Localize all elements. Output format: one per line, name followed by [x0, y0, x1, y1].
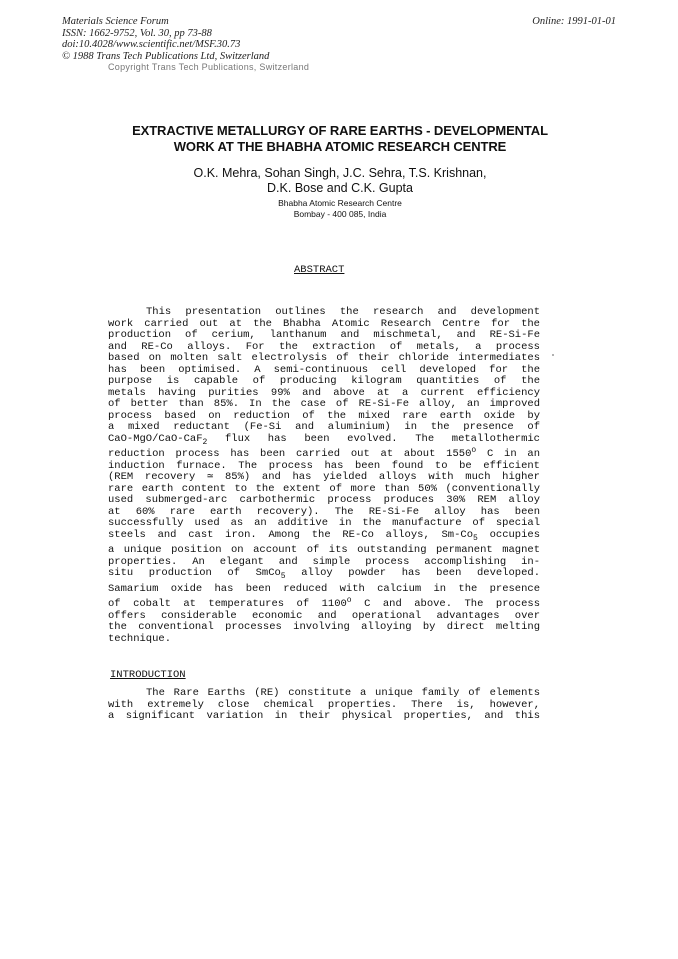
- text-fragment: situ production of SmCo: [108, 567, 281, 579]
- text-line: has been optimised. A semi-continuous cell developed for the: [108, 363, 540, 376]
- text-line: [108, 596, 540, 611]
- text-fragment: occupies: [477, 528, 540, 541]
- journal-issn: ISSN: 1662-9752, Vol. 30, pp 73-88: [62, 27, 212, 39]
- text-line: work carried out at the Bhabha Atomic Research Centre for the: [108, 317, 540, 330]
- text-line: [108, 434, 540, 446]
- text-line: metals having purities 99% and above at a current efficiency: [108, 386, 540, 399]
- abstract-heading: ABSTRACT: [294, 264, 345, 276]
- text-fragment: C and above. The process: [351, 598, 540, 610]
- subscript: 5: [473, 533, 478, 543]
- subscript: 2: [202, 437, 208, 447]
- text-fragment: reduction process has been carried out at about 1550: [108, 448, 472, 460]
- authors-line: O.K. Mehra, Sohan Singh, J.C. Sehra, T.S. Krishnan,: [193, 166, 487, 180]
- text-line: properties. An elegant and simple process accomplishing in-: [108, 555, 540, 568]
- text-line: [108, 568, 540, 580]
- text-line: production of cerium, lanthanum and mischmetal, and RE-Si-Fe: [108, 329, 540, 341]
- authors: [80, 166, 600, 196]
- text-line: the conventional processes involving alloying by direct melting: [108, 621, 540, 633]
- text-line: successfully used as an additive in the manufacture of special: [108, 517, 540, 529]
- affiliation: [80, 198, 600, 220]
- online-date: Online: 1991-01-01: [532, 16, 616, 27]
- abstract-text: [108, 307, 540, 645]
- text-line: based on molten salt electrolysis of their chloride intermediates: [108, 352, 540, 364]
- text-line: [108, 530, 540, 542]
- text-fragment: alloy powder has been developed.: [285, 567, 540, 579]
- paper-title: [80, 123, 600, 155]
- text-fragment: of cobalt at temperatures of 1100: [108, 598, 347, 610]
- title-line: WORK AT THE BHABHA ATOMIC RESEARCH CENTRE: [173, 139, 507, 154]
- journal-citation: [62, 16, 269, 62]
- text-line: [108, 446, 540, 461]
- text-line: at 60% rare earth recovery). The RE-Si-Fe alloy has been: [108, 505, 540, 518]
- text-line: and RE-Co alloys. For the extraction of metals, a process: [108, 340, 540, 353]
- authors-line: D.K. Bose and C.K. Gupta: [267, 181, 413, 195]
- text-line: process based on reduction of the mixed rare earth oxide by: [108, 409, 540, 422]
- text-line: used submerged-arc carbothermic process produces 30% REM alloy: [108, 494, 540, 506]
- text-line: The Rare Earths (RE) constitute a unique family of elements: [146, 687, 540, 699]
- affiliation-line: Bhabha Atomic Research Centre: [278, 198, 402, 208]
- journal-name: Materials Science Forum: [62, 16, 169, 27]
- affiliation-line: Bombay - 400 085, India: [293, 209, 387, 219]
- superscript: o: [346, 596, 352, 605]
- text-line: with extremely close chemical properties. There is, however,: [108, 698, 540, 711]
- text-line: a significant variation in their physical properties, and this: [108, 710, 540, 722]
- title-line: EXTRACTIVE METALLURGY OF RARE EARTHS - DEVELOPMENTAL: [132, 123, 548, 138]
- text-fragment: steels and cast iron. Among the RE-Co alloys, Sm-Co: [108, 528, 474, 541]
- text-line: (REM recovery ≃ 85%) and has yielded alloys with much higher: [108, 471, 540, 483]
- cropped-scan-line: Copyright Trans Tech Publications, Switzerland: [108, 62, 310, 72]
- scan-speck: [552, 354, 554, 356]
- text-line: rare earth content to the extent of more than 50% (conventionally: [108, 482, 540, 495]
- text-line: purpose is capable of producing kilogram quantities of the: [108, 375, 540, 387]
- text-line: a unique position on account of its outstanding permanent magnet: [108, 544, 540, 556]
- text-line: technique.: [108, 632, 172, 645]
- text-line: Samarium oxide has been reduced with calcium in the presence: [108, 582, 540, 595]
- text-line: a mixed reductant (Fe-Si and aluminium) in the presence of: [108, 421, 540, 433]
- text-fragment: C in an: [476, 448, 540, 460]
- journal-doi: doi:10.4028/www.scientific.net/MSF.30.73: [62, 39, 241, 50]
- text-line: offers considerable economic and operational advantages over: [108, 609, 540, 622]
- text-fragment: flux has been evolved. The metallothermic: [207, 432, 540, 445]
- journal-copyright: © 1988 Trans Tech Publications Ltd, Switzerland: [62, 50, 270, 62]
- text-fragment: CaO-MgO/CaO-CaF: [108, 432, 203, 445]
- text-line: of better than 85%. In the case of RE-Si-Fe alloy, an improved: [108, 398, 540, 410]
- subscript: 5: [280, 572, 286, 581]
- superscript: o: [471, 446, 477, 455]
- introduction-heading: INTRODUCTION: [110, 669, 186, 681]
- text-line: This presentation outlines the research and development: [146, 306, 540, 318]
- introduction-text: [108, 688, 540, 723]
- text-line: induction furnace. The process has been found to be efficient: [108, 459, 540, 472]
